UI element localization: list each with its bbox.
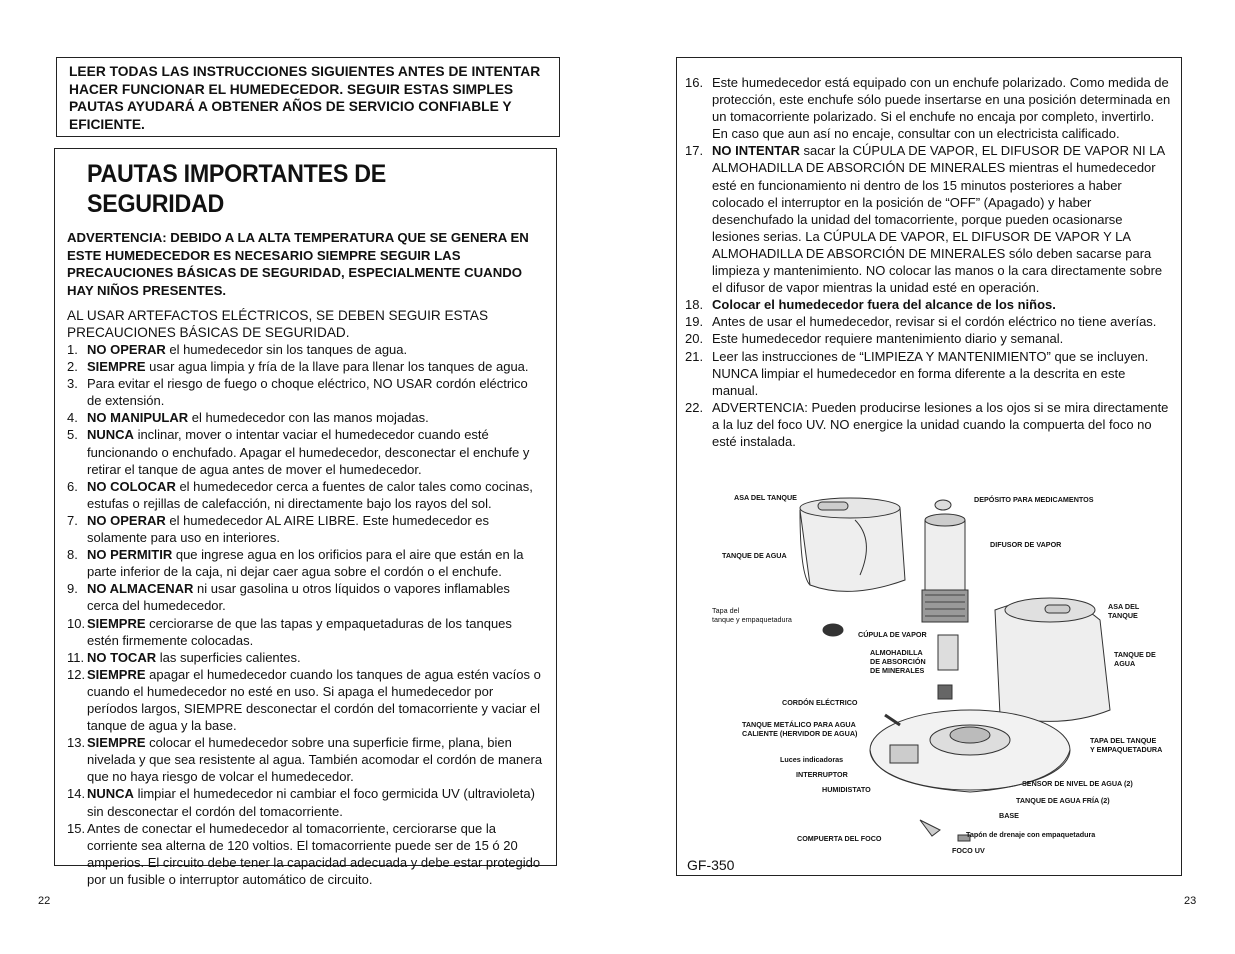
rule-number: 1. (67, 342, 78, 357)
precautions-intro: AL USAR ARTEFACTOS ELÉCTRICOS, SE DEBEN SEGUIR ESTAS PRECAUCIONES BÁSICAS DE SEGURIDAD. (67, 308, 489, 340)
rule-item (67, 820, 544, 888)
humidifier-exploded-diagram (700, 480, 1170, 860)
rule-text: apagar el humedecedor cuando los tanques de agua estén vacíos o cuando el humedecedor no esté en uso. Si apaga el humedecedor por períodos largos, SIEMPRE desconectar el cordón del tomacorriente y vaciar el tanque de agua y la base. (87, 666, 541, 734)
rule-item (67, 546, 544, 580)
rule-item (67, 375, 544, 409)
page-title: PAUTAS IMPORTANTES DE SEGURIDAD (87, 160, 386, 218)
rule-number: 8. (67, 547, 78, 563)
rule-text: que ingrese agua en los orificios para el aire que están en la parte inferior de la caja, ni dejar caer agua sobre el cordón o el enchufe. (87, 547, 524, 580)
rule-bold-text: SIEMPRE (87, 666, 146, 682)
label-sensor: SENSOR DE NIVEL DE AGUA (2) (1022, 779, 1133, 788)
rule-number: 7. (67, 512, 78, 528)
label-tapon: Tapón de drenaje con empaquetadura (966, 830, 1096, 839)
safety-guidelines-box (54, 148, 557, 887)
page-number-right: 23 (1184, 895, 1197, 907)
rule-item (67, 666, 544, 734)
label-deposito: DEPÓSITO PARA MEDICAMENTOS (974, 495, 1094, 504)
rule-bold-text: NO OPERAR (87, 512, 166, 528)
rule-item (67, 358, 544, 375)
rule-number: 4. (67, 410, 78, 426)
rule-bold-text: SIEMPRE (87, 615, 146, 631)
rule-number: 16. (685, 75, 704, 90)
rule-item (685, 330, 1171, 347)
label-luces: Luces indicadoras (780, 755, 844, 764)
rule-text: Este humedecedor requiere mantenimiento diario y semanal. (712, 331, 1064, 347)
rule-text: Para evitar el riesgo de fuego o choque eléctrico, NO USAR cordón eléctrico de extensión. (87, 376, 528, 409)
rule-bold-text: SIEMPRE (87, 359, 146, 375)
rule-item (685, 296, 1171, 313)
rule-number: 11. (67, 649, 85, 665)
model-number: GF-350 (687, 857, 735, 873)
label-cordon: CORDÓN ELÉCTRICO (782, 698, 858, 707)
label-tanque-metalico: TANQUE METÁLICO PARA AGUA (742, 720, 856, 729)
rule-bold-text: NUNCA (87, 786, 134, 802)
rule-text: inclinar, mover o intentar vaciar el humedecedor cuando esté funcionando o enchufado. Apagar el humedecedor, desconectar el enchufe y retirar el tanque de agua antes de mover el humedecedor. (87, 427, 530, 477)
rules-list-right (685, 74, 1171, 450)
rule-text: el humedecedor cerca a fuentes de calor tales como cocinas, estufas o rejillas de calefacción, ni directamente bajo los rayos del sol. (87, 478, 533, 511)
rule-number: 17. (685, 143, 704, 159)
rule-bold-text: NO INTENTAR (712, 143, 800, 159)
rule-text: colocar el humedecedor sobre una superficie firme, plana, bien nivelada y que sea resistente al agua. También acomodar el cordón de manera que no haya riesgo de volcar el humedecedor. (87, 735, 543, 785)
rule-bold-text: NO PERMITIR (87, 547, 173, 563)
rule-bold-text: NO TOCAR (87, 649, 157, 665)
rule-text: limpiar el humedecedor ni cambiar el foco germicida UV (ultravioleta) sin desconectar el cordón del tomacorriente. (87, 786, 535, 819)
rule-number: 19. (685, 314, 704, 330)
rule-number: 2. (67, 359, 78, 375)
label-tanque-agua-1: TANQUE DE AGUA (722, 551, 787, 560)
label-humidistato: HUMIDISTATO (822, 785, 871, 794)
rule-bold-text: Colocar el humedecedor fuera del alcance de los niños. (712, 297, 1056, 313)
rule-text: el humedecedor sin los tanques de agua. (165, 342, 408, 357)
label-asa-tanque-1: ASA DEL TANQUE (734, 493, 797, 502)
warning-text: ADVERTENCIA: DEBIDO A LA ALTA TEMPERATURA QUE SE GENERA EN ESTE HUMEDECEDOR ES NECESARIO SIEMPRE SEGUIR LAS PRECAUCIONES BÁSICAS DE SEGURIDAD, ESPECIALMENTE CUANDO HAY NIÑOS PRESENTES. (67, 230, 529, 298)
rule-bold-text: NO MANIPULAR (87, 410, 189, 426)
rule-text: Antes de conectar el humedecedor al tomacorriente, cerciorarse que la corriente sea alterna de 120 voltios. El tomacorriente puede ser de 15 ó 20 amperios. El circuito debe tener la capacidad adecuada y debe estar protegido por un fusible o interruptor automático de circuito. (87, 820, 541, 887)
rule-item (67, 478, 544, 512)
label-difusor: DIFUSOR DE VAPOR (990, 540, 1062, 549)
rule-item (685, 74, 1171, 142)
label-interruptor: INTERRUPTOR (796, 770, 848, 779)
rule-number: 15. (67, 820, 86, 836)
rule-item (67, 649, 544, 666)
label-asa-del: ASA DEL (1108, 602, 1140, 611)
intro-notice-box (56, 57, 560, 137)
rule-item (67, 734, 544, 785)
rule-number: 20. (685, 331, 704, 347)
rule-item (67, 426, 544, 477)
label-base: BASE (999, 811, 1019, 820)
rule-text: sacar la CÚPULA DE VAPOR, EL DIFUSOR DE VAPOR NI LA ALMOHADILLA DE ABSORCIÓN DE MINERALES mientras el humedecedor esté en funcionamiento ni dentro de los 15 minutos posteriores a haber colocado el interruptor en la posición de “OFF” (Apagado) y haber desenchufado la unidad del tomacorriente, porque pueden ocasionarse lesiones serias. La CÚPULA DE VAPOR, EL DIFUSOR DE VAPOR Y LA ALMOHADILLA DE ABSORCIÓN DE MINERALES sólo deben sacarse para limpieza y mantenimiento. NO colocar las manos o la cara directamente sobre el difusor de vapor mientras la unidad esté en operación. (712, 143, 1165, 296)
rule-number: 13. (67, 735, 86, 751)
rule-number: 5. (67, 427, 78, 443)
rule-text: usar agua limpia y fría de la llave para llenar los tanques de agua. (145, 359, 529, 375)
rule-number: 14. (67, 786, 86, 802)
rule-bold-text: SIEMPRE (87, 735, 146, 751)
rule-number: 6. (67, 478, 78, 494)
rule-item (685, 348, 1171, 399)
rule-item (685, 399, 1171, 450)
rule-number: 12. (67, 666, 86, 682)
rule-text: las superficies calientes. (156, 649, 301, 665)
rule-text: ADVERTENCIA: Pueden producirse lesiones a los ojos si se mira directamente a la luz del foco UV. NO energice la unidad cuando la compuerta del foco no esté instalada. (712, 399, 1169, 449)
label-cupula: CÚPULA DE VAPOR (858, 630, 927, 639)
rule-bold-text: NO ALMACENAR (87, 581, 194, 597)
rule-bold-text: NUNCA (87, 427, 134, 443)
rule-text: el humedecedor con las manos mojadas. (188, 410, 429, 426)
label-de-absorcion: DE ABSORCIÓN (870, 657, 926, 666)
rule-text: Leer las instrucciones de “LIMPIEZA Y MANTENIMIENTO” que se incluyen. NUNCA limpiar el humedecedor en forma diferente a la descrita en este manual. (712, 348, 1149, 398)
label-tapa-del-tanque: TAPA DEL TANQUE (1090, 736, 1157, 745)
intro-notice-text: LEER TODAS LAS INSTRUCCIONES SIGUIENTES ANTES DE INTENTAR HACER FUNCIONAR EL HUMEDECEDOR. SEGUIR ESTAS SIMPLES PAUTAS AYUDARÁ A OBTENER AÑOS DE SERVICIO CONFIABLE Y EFICIENTE. (69, 64, 541, 132)
rule-text: cerciorarse de que las tapas y empaquetaduras de los tanques estén firmemente colocadas. (87, 615, 512, 648)
label-tanque-word: TANQUE (1108, 611, 1138, 620)
rule-text: Este humedecedor está equipado con un enchufe polarizado. Como medida de protección, este enchufe sólo puede insertarse en una posición determinada en un tomacorriente polarizado. Si el enchufe no encaja por completo, invertirlo. En caso que aun así no encaje, consultar con un electricista calificado. (712, 75, 1171, 142)
label-tanque-de: TANQUE DE (1114, 650, 1156, 659)
label-almohadilla: ALMOHADILLA (870, 648, 923, 657)
rule-item (685, 142, 1171, 296)
label-caliente: CALIENTE (HERVIDOR DE AGUA) (742, 729, 858, 738)
rules-list-left (67, 341, 544, 888)
rule-bold-text: NO OPERAR (87, 342, 166, 357)
rule-bold-text: NO COLOCAR (87, 478, 176, 494)
label-de-minerales: DE MINERALES (870, 666, 925, 675)
label-foco-uv: FOCO UV (952, 846, 985, 855)
rule-item (67, 512, 544, 546)
label-tanque-fria: TANQUE DE AGUA FRÍA (2) (1016, 796, 1110, 805)
rule-number: 9. (67, 581, 78, 597)
label-tanque-empaquetadura: tanque y empaquetadura (712, 615, 792, 624)
rule-number: 21. (685, 348, 704, 364)
page-number-left: 22 (38, 895, 51, 907)
rule-item (67, 615, 544, 649)
rule-text: el humedecedor AL AIRE LIBRE. Este humedecedor es solamente para uso en interiores. (87, 512, 489, 546)
rule-number: 18. (685, 297, 704, 313)
rule-number: 3. (67, 376, 78, 392)
rule-item (67, 580, 544, 614)
rule-number: 22. (685, 399, 704, 415)
rule-text: Antes de usar el humedecedor, revisar si el cordón eléctrico no tiene averías. (712, 314, 1157, 330)
label-agua-word: AGUA (1114, 659, 1136, 668)
rule-number: 10. (67, 615, 86, 631)
rule-item (67, 785, 544, 819)
label-tapa-del: Tapa del (712, 606, 740, 615)
rule-text: ni usar gasolina u otros líquidos o vapores inflamables cerca del humedecedor. (87, 581, 510, 614)
label-compuerta: COMPUERTA DEL FOCO (797, 834, 882, 843)
rule-item (67, 409, 544, 426)
label-y-empaquetadura: Y EMPAQUETADURA (1090, 745, 1163, 754)
rule-item (67, 341, 544, 358)
rule-item (685, 313, 1171, 330)
